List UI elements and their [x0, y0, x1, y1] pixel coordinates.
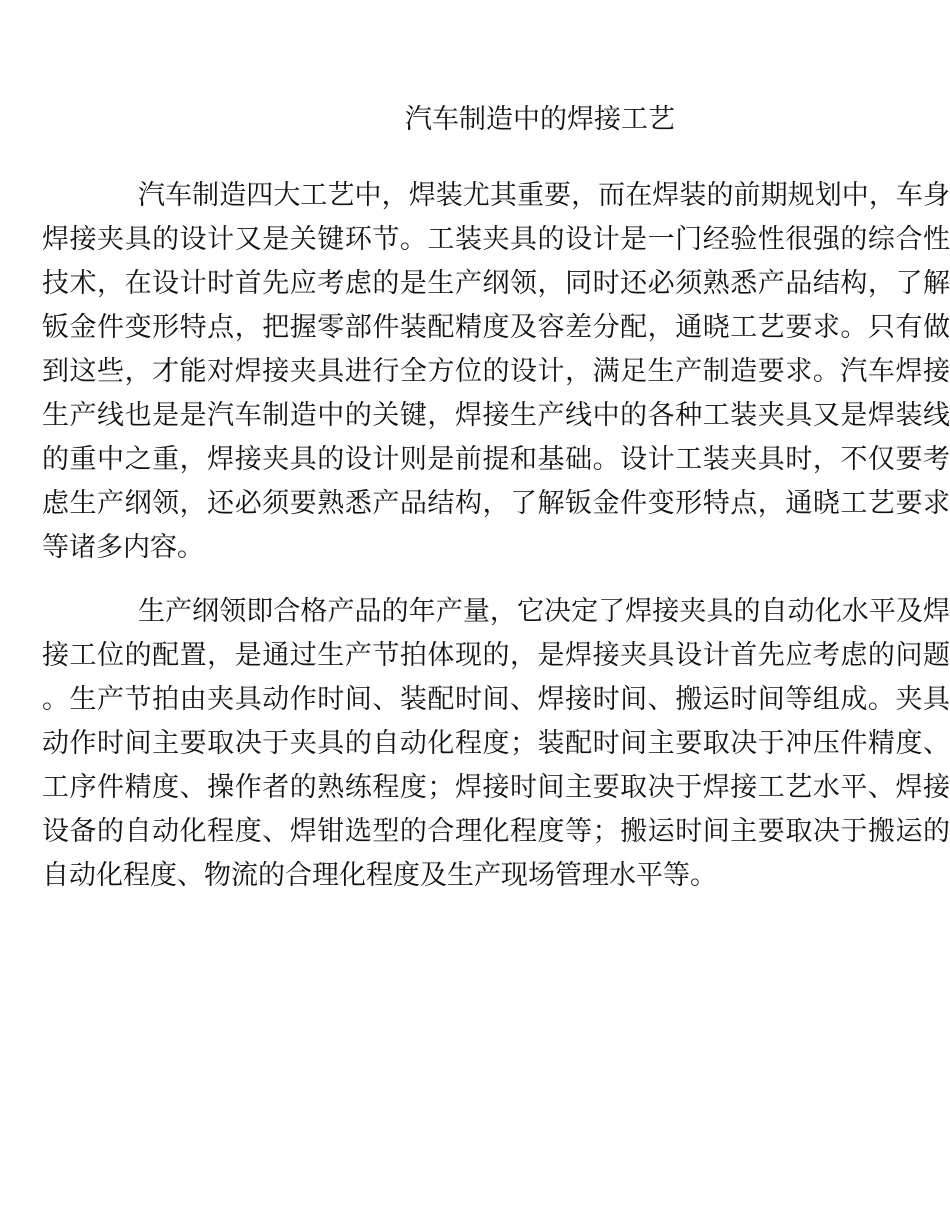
- document-body: [42, 174, 950, 898]
- paragraph-production-program: 生产纲领即合格产品的年产量，它决定了焊接夹具的自动化水平及焊接工位的配置，是通过生产节拍体现的，是焊接夹具设计首先应考虑的问题。生产节拍由夹具动作时间、装配时间、焊接时间、搬运时间等组成。夹具动作时间主要取决于夹具的自动化程度；装配时间主要取决于冲压件精度、工序件精度、操作者的熟练程度；焊接时间主要取决于焊接工艺水平、焊接设备的自动化程度、焊钳选型的合理化程度等；搬运时间主要取决于搬运的自动化程度、物流的合理化程度及生产现场管理水平等。: [42, 596, 950, 891]
- paragraph-welding-fixture-design: 汽车制造四大工艺中，焊装尤其重要，而在焊装的前期规划中，车身焊接夹具的设计又是关键环节。工装夹具的设计是一门经验性很强的综合性技术，在设计时首先应考虑的是生产纲领，同时还必须熟悉产品结构，了解钣金件变形特点，把握零部件装配精度及容差分配，通晓工艺要求。只有做到这些，才能对焊接夹具进行全方位的设计，满足生产制造要求。汽车焊接生产线也是是汽车制造中的关键，焊接生产线中的各种工装夹具又是焊装线的重中之重，焊接夹具的设计则是前提和基础。设计工装夹具时，不仅要考虑生产纲领，还必须要熟悉产品结构，了解钣金件变形特点，通晓工艺要求等诸多内容。: [42, 180, 950, 563]
- document-title: 汽车制造中的焊接工艺: [405, 104, 675, 135]
